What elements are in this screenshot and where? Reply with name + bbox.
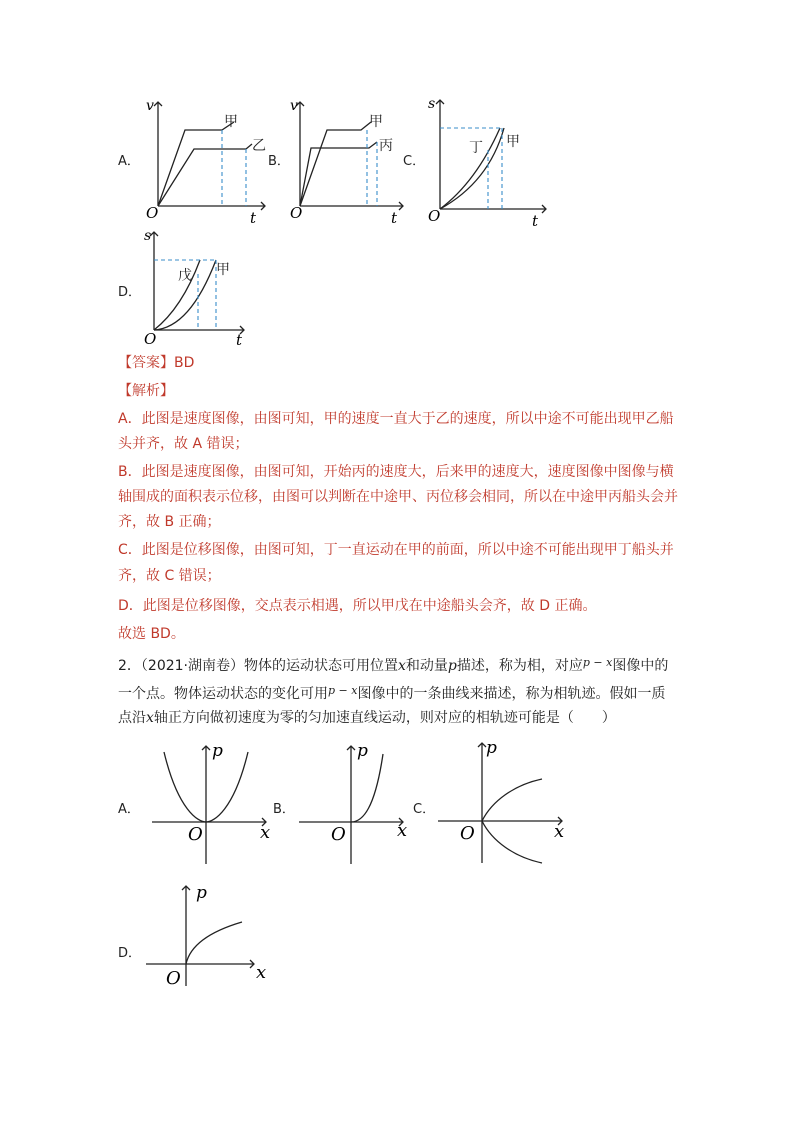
x-axis-label: t bbox=[236, 331, 243, 349]
q2-text: 图像中的 bbox=[612, 658, 669, 674]
analysis-line: 齐，故 C 错误； bbox=[118, 568, 221, 584]
analysis-line: A．此图是速度图像，由图可知，甲的速度一直大于乙的速度，所以中途不可能出现甲乙船 bbox=[118, 411, 674, 427]
curve-label-yi: 乙 bbox=[252, 138, 266, 154]
q1-graph-b bbox=[285, 92, 415, 227]
q2-option-a-label: A． bbox=[118, 802, 140, 817]
q2-text: 点沿 bbox=[118, 710, 146, 726]
q2-text: 轴正方向做初速度为零的匀加速直线运动，则对应的相轨迹可能是（ ） bbox=[153, 710, 616, 726]
q2-option-d-label: D． bbox=[118, 946, 142, 961]
origin-label: O bbox=[428, 207, 441, 225]
curve-label-jia: 甲 bbox=[369, 114, 383, 130]
x-axis-label: x bbox=[554, 821, 565, 842]
p-axis-label: p bbox=[212, 741, 223, 761]
var-x: x bbox=[146, 710, 154, 726]
curve-label-bing: 丙 bbox=[379, 138, 393, 154]
origin-label: O bbox=[144, 330, 157, 348]
origin-label: O bbox=[460, 823, 475, 844]
analysis-line: 故选 BD。 bbox=[118, 626, 185, 642]
q2-text: 2．（2021·湖南卷）物体的运动状态可用位置 bbox=[118, 658, 398, 674]
x-axis-label: x bbox=[260, 822, 271, 843]
y-axis-label: s bbox=[144, 228, 152, 244]
analysis-line: 轴围成的面积表示位移，由图可以判断在中途甲、丙位移会相同，所以在中途甲丙船头会并 bbox=[118, 489, 678, 505]
curve-label-jia: 甲 bbox=[506, 134, 520, 150]
p-x-symbol: p − x bbox=[582, 656, 613, 669]
curve-label-jia: 甲 bbox=[224, 114, 238, 130]
q1-option-d-label: D． bbox=[118, 285, 142, 300]
origin-label: O bbox=[146, 204, 159, 222]
origin-label: O bbox=[331, 824, 346, 845]
y-axis-label: v bbox=[290, 98, 298, 114]
q2-text: 描述，称为相，对应 bbox=[456, 658, 583, 674]
origin-label: O bbox=[166, 968, 181, 989]
origin-label: O bbox=[188, 824, 203, 845]
x-axis-label: t bbox=[250, 209, 257, 227]
analysis-line: 齐，故 B 正确； bbox=[118, 514, 221, 530]
q1-option-c-label: C． bbox=[403, 154, 426, 169]
curve-label-wu: 戊 bbox=[178, 268, 192, 284]
p-x-symbol: p − x bbox=[328, 684, 358, 697]
question-2-line-2 bbox=[118, 681, 665, 704]
q2-text: 和动量 bbox=[405, 658, 448, 674]
var-p: p bbox=[447, 658, 457, 674]
x-axis-label: x bbox=[397, 820, 408, 841]
y-axis-label: v bbox=[146, 98, 154, 114]
q1-option-b-label: B． bbox=[268, 154, 290, 169]
question-2-line-1 bbox=[118, 653, 668, 676]
q1-graph-d bbox=[142, 228, 262, 348]
origin-label: O bbox=[290, 204, 303, 222]
q1-graph-c bbox=[424, 92, 559, 230]
q2-graph-d bbox=[142, 880, 272, 995]
q2-option-b-label: B． bbox=[273, 802, 295, 817]
q2-text: 一个点。物体运动状态的变化可用 bbox=[118, 686, 328, 702]
q2-graph-a bbox=[148, 740, 283, 870]
q1-option-a-label: A． bbox=[118, 154, 140, 169]
analysis-line: 头并齐，故 A 错误； bbox=[118, 436, 249, 452]
x-axis-label: x bbox=[256, 962, 267, 983]
curve-label-ding: 丁 bbox=[469, 140, 483, 156]
answer: 【答案】BD bbox=[118, 355, 195, 371]
q2-graph-c bbox=[434, 735, 574, 870]
q2-text: 图像中的一条曲线来描述，称为相轨迹。假如一质 bbox=[357, 686, 666, 702]
x-axis-label: t bbox=[532, 212, 539, 230]
analysis-title: 【解析】 bbox=[118, 383, 174, 399]
curve-label-jia: 甲 bbox=[216, 262, 230, 278]
q2-graph-b bbox=[295, 740, 420, 870]
p-axis-label: p bbox=[196, 883, 207, 903]
analysis-line: C．此图是位移图像，由图可知，丁一直运动在甲的前面，所以中途不可能出现甲丁船头并 bbox=[118, 542, 674, 558]
y-axis-label: s bbox=[428, 96, 436, 112]
p-axis-label: p bbox=[357, 741, 368, 761]
analysis-line: B．此图是速度图像，由图可知，开始丙的速度大，后来甲的速度大，速度图像中图像与横 bbox=[118, 464, 674, 480]
x-axis-label: t bbox=[391, 209, 398, 227]
p-axis-label: p bbox=[486, 738, 497, 758]
q2-option-c-label: C． bbox=[413, 802, 436, 817]
var-x: x bbox=[398, 658, 406, 674]
q1-graph-a bbox=[140, 92, 270, 227]
question-2-line-3 bbox=[118, 708, 616, 728]
analysis-line: D．此图是位移图像，交点表示相遇，所以甲戊在中途船头会齐，故 D 正确。 bbox=[118, 598, 597, 614]
